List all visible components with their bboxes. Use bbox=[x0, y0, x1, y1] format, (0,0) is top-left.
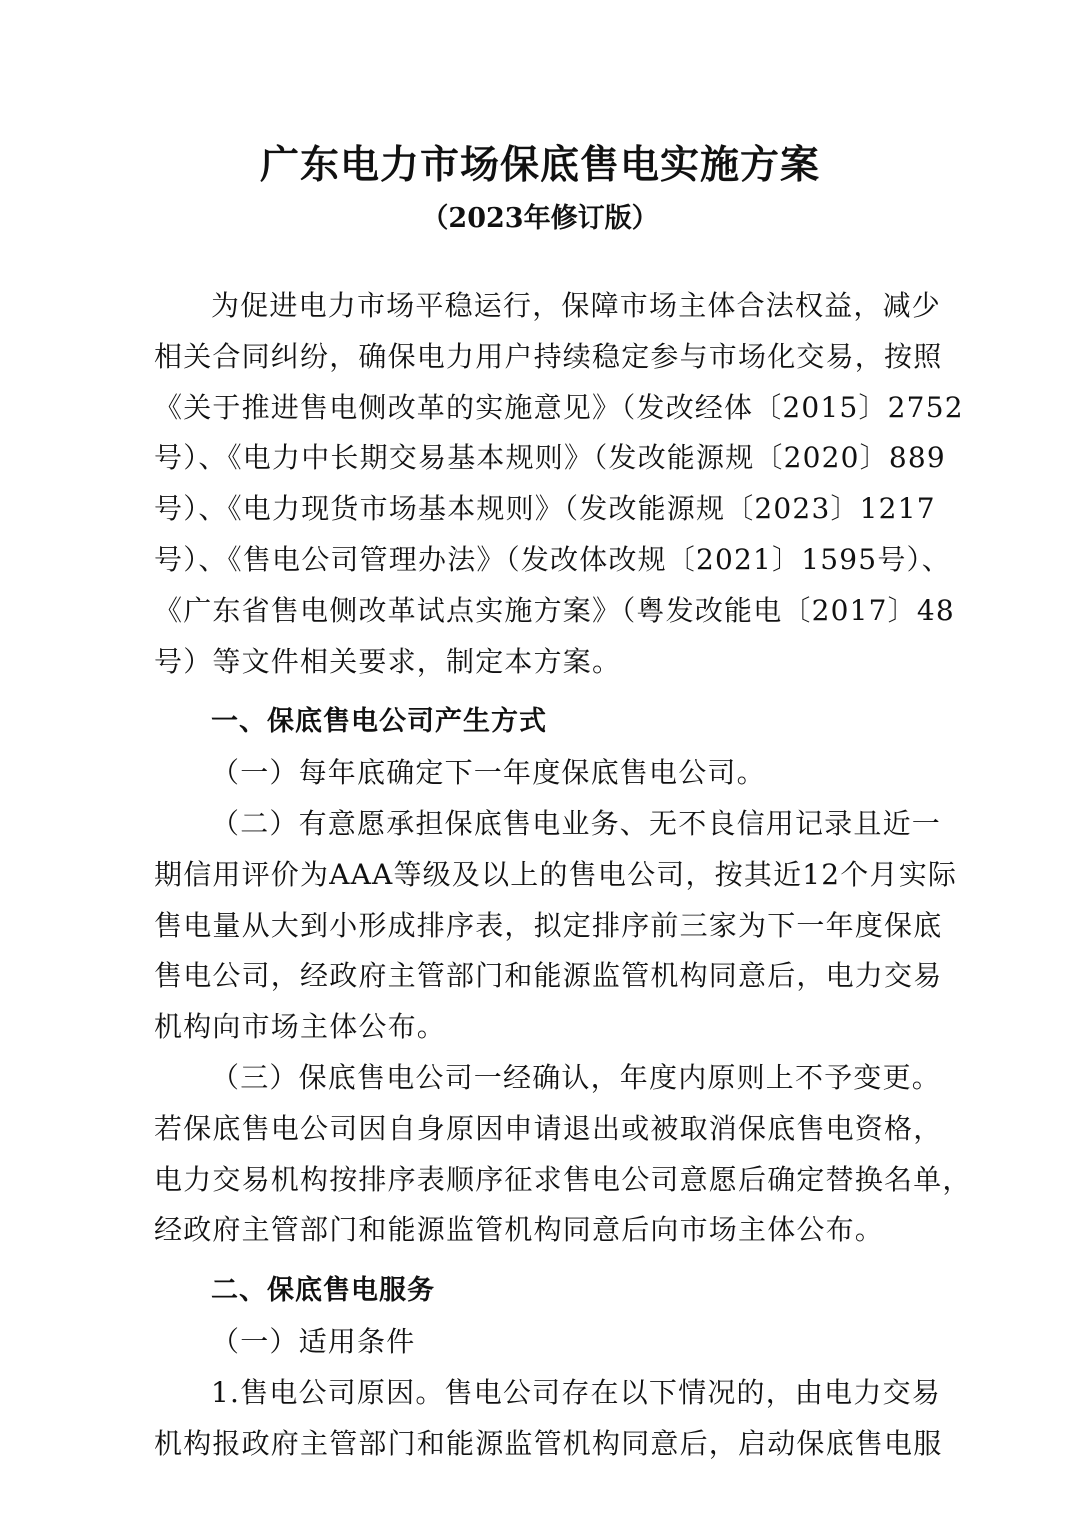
intro-line: 号）、《电力现货市场基本规则》（发改能源规〔2023〕1217 bbox=[154, 492, 936, 526]
intro-line: 《关于推进售电侧改革的实施意见》（发改经体〔2015〕2752 bbox=[154, 390, 964, 424]
section1-item3-line: 经政府主管部门和能源监管机构同意后向市场主体公布。 bbox=[154, 1213, 885, 1247]
intro-line: 号）等文件相关要求，制定本方案。 bbox=[154, 644, 622, 678]
section1-item2-line: 机构向市场主体公布。 bbox=[154, 1010, 447, 1044]
intro-line: 《广东省售电侧改革试点实施方案》（粤发改能电〔2017〕48 bbox=[154, 593, 955, 627]
intro-line: 相关合同纠纷，确保电力用户持续稳定参与市场化交易，按照 bbox=[154, 339, 943, 373]
document-title: 广东电力市场保底售电实施方案 bbox=[259, 143, 820, 188]
section1-item2-line: （二）有意愿承担保底售电业务、无不良信用记录且近一 bbox=[211, 806, 942, 840]
section1-heading: 一、保底售电公司产生方式 bbox=[211, 706, 547, 738]
section1-item3-line: 电力交易机构按排序表顺序征求售电公司意愿后确定替换名单， bbox=[154, 1162, 972, 1196]
section2-sub1-heading: （一）适用条件 bbox=[211, 1324, 416, 1358]
document-subtitle: （2023年修订版） bbox=[421, 203, 659, 234]
intro-line: 号）、《售电公司管理办法》（发改体改规〔2021〕1595号）、 bbox=[154, 542, 951, 576]
section1-item2-line: 售电公司，经政府主管部门和能源监管机构同意后，电力交易 bbox=[154, 959, 943, 993]
section2-heading: 二、保底售电服务 bbox=[211, 1275, 435, 1307]
intro-line: 为促进电力市场平稳运行，保障市场主体合法权益，减少 bbox=[211, 289, 942, 322]
section2-item1-line: 1.售电公司原因。售电公司存在以下情况的，由电力交易 bbox=[211, 1375, 941, 1409]
document-body bbox=[154, 281, 972, 1469]
section1-item1-line: （一）每年底确定下一年度保底售电公司。 bbox=[211, 756, 766, 790]
section2-item1-line: 机构报政府主管部门和能源监管机构同意后，启动保底售电服 bbox=[154, 1426, 943, 1460]
intro-line: 号）、《电力中长期交易基本规则》（发改能源规〔2020〕889 bbox=[154, 441, 946, 475]
spacer bbox=[154, 1256, 944, 1266]
section1-item3-line: （三）保底售电公司一经确认，年度内原则上不予变更。 bbox=[211, 1060, 942, 1094]
section1-item2-line: 售电量从大到小形成排序表，拟定排序前三家为下一年度保底 bbox=[154, 908, 943, 942]
section1-item3-line: 若保底售电公司因自身原因申请退出或被取消保底售电资格， bbox=[154, 1111, 943, 1145]
section1-item2-line: 期信用评价为AAA等级及以上的售电公司，按其近12个月实际 bbox=[154, 857, 958, 891]
spacer bbox=[154, 687, 944, 697]
